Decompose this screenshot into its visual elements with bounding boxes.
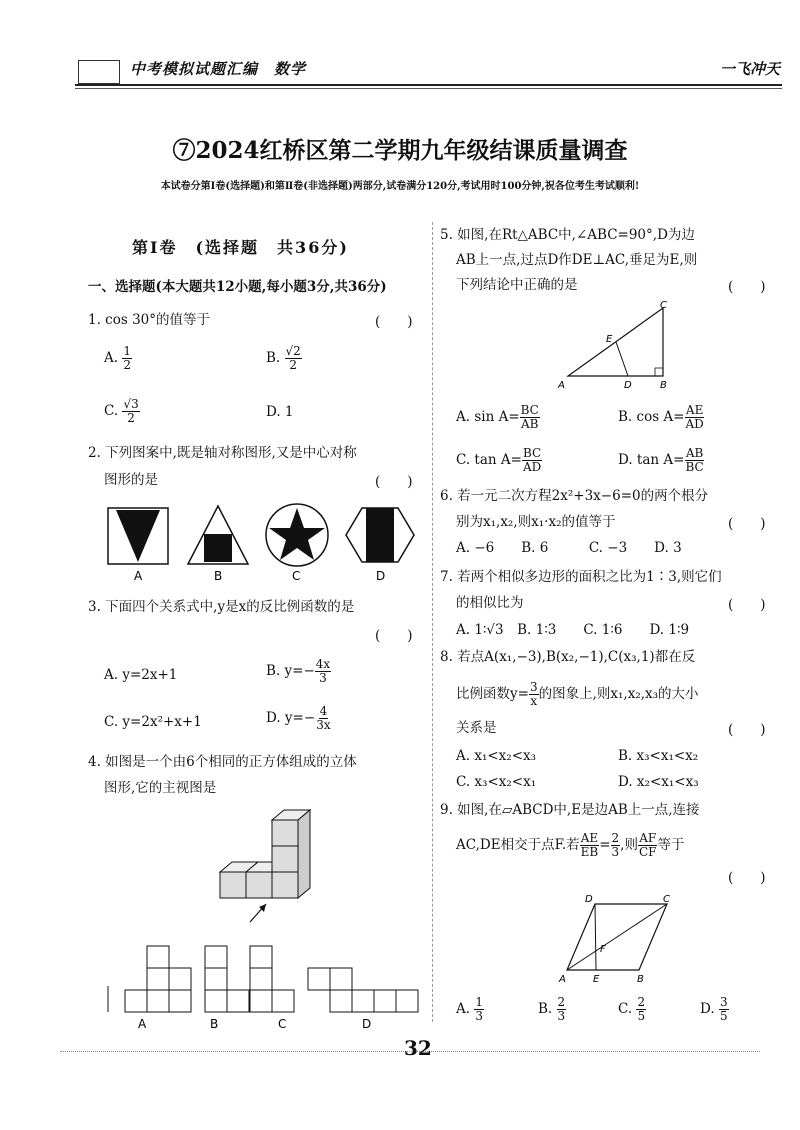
svg-text:D: D bbox=[585, 894, 593, 905]
q8-option-c: C. x₃<x₂<x₁ bbox=[456, 774, 537, 790]
part-heading: 一、选择题(本大题共12小题,每小题3分,共36分) bbox=[88, 279, 387, 295]
q2-figure-c bbox=[266, 504, 328, 566]
q7-options: A. 1∶√3 B. 1∶3 C. 1∶6 D. 1∶9 bbox=[456, 622, 690, 638]
q9-parallelogram-figure bbox=[555, 890, 685, 986]
q5-stem-line1: 5. 如图,在Rt△ABC中,∠ABC=90°,D为边 bbox=[440, 227, 695, 243]
q4-stem-line1: 4. 如图是一个由6个相同的正方体组成的立体 bbox=[88, 754, 357, 770]
q8-option-b: B. x₃<x₁<x₂ bbox=[618, 748, 699, 764]
svg-text:B: B bbox=[660, 380, 667, 390]
q4-cube-solid bbox=[220, 810, 310, 898]
q5-answer-blank: ( ) bbox=[728, 279, 766, 295]
q9-option-c: C. $\frac{2}{5}$ bbox=[618, 995, 646, 1023]
q3-option-a: A. y=2x+1 bbox=[104, 667, 178, 683]
q1-answer-blank: ( ) bbox=[375, 314, 413, 330]
q2-answer-blank: ( ) bbox=[375, 474, 413, 490]
q6-stem-line2: 别为x₁,x₂,则x₁·x₂的值等于 bbox=[456, 514, 616, 530]
q8-option-a: A. x₁<x₂<x₃ bbox=[456, 748, 537, 764]
page-title: ⑦2024红桥区第二学期九年级结课质量调查 bbox=[172, 137, 628, 164]
q7-stem-line2: 的相似比为 bbox=[456, 595, 524, 611]
q8-stem-line2: 比例函数y= $\frac{3}{x}$ 的图象上,则x₁,x₂,x₃的大小 bbox=[456, 680, 699, 708]
q9-stem-line2: AC,DE相交于点F.若 $\frac{AE}{EB}$ = $\frac{2}{3}$ ,则 $\frac{AF}{CF}$ 等于 bbox=[456, 831, 685, 859]
q6-answer-blank: ( ) bbox=[728, 516, 766, 532]
q5-triangle-figure bbox=[550, 298, 690, 390]
q9-option-d: D. $\frac{3}{5}$ bbox=[700, 995, 728, 1023]
q4-label-b: B bbox=[210, 1017, 219, 1031]
q4-label-a: A bbox=[138, 1017, 147, 1031]
q4-options bbox=[108, 946, 418, 1012]
svg-text:E: E bbox=[606, 334, 613, 345]
q7-stem-line1: 7. 若两个相似多边形的面积之比为1∶3,则它们 bbox=[440, 569, 722, 585]
svg-text:F: F bbox=[600, 944, 606, 955]
q2-label-b: B bbox=[214, 569, 223, 583]
q9-option-b: B. $\frac{2}{3}$ bbox=[538, 995, 566, 1023]
q3-answer-blank: ( ) bbox=[375, 628, 413, 644]
q3-option-b: B. y=− $\frac{4x}{3}$ bbox=[266, 657, 331, 685]
q1-option-d: D. 1 bbox=[266, 404, 294, 420]
svg-text:C: C bbox=[660, 300, 667, 311]
q6-stem-line1: 6. 若一元二次方程2x²+3x−6=0的两个根分 bbox=[440, 488, 709, 504]
q2-label-a: A bbox=[134, 569, 143, 583]
q4-label-d: D bbox=[362, 1017, 372, 1031]
q9-answer-blank: ( ) bbox=[728, 870, 766, 886]
page-number: 32 bbox=[404, 1036, 432, 1060]
q1-stem: 1. cos 30°的值等于 bbox=[88, 312, 211, 328]
svg-text:A: A bbox=[559, 974, 566, 985]
svg-text:C: C bbox=[663, 894, 670, 905]
q3-option-c: C. y=2x²+x+1 bbox=[104, 714, 202, 730]
q3-stem: 3. 下面四个关系式中,y是x的反比例函数的是 bbox=[88, 599, 355, 615]
q5-option-c: C. tan A= $\frac{BC}{AD}$ bbox=[456, 446, 542, 474]
publisher-logo bbox=[78, 60, 120, 84]
q1-option-b: B. $\frac{√2}{2}$ bbox=[266, 344, 301, 372]
q1-option-a: A. $\frac{1}{2}$ bbox=[104, 344, 131, 372]
q2-stem-line2: 图形的是 bbox=[104, 472, 158, 488]
q5-option-d: D. tan A= $\frac{AB}{BC}$ bbox=[618, 446, 704, 474]
q8-stem-line1: 8. 若点A(x₁,−3),B(x₂,−1),C(x₃,1)都在反 bbox=[440, 649, 696, 665]
q2-figures bbox=[100, 498, 430, 588]
q1-option-c: C. $\frac{√3}{2}$ bbox=[104, 397, 139, 425]
q5-option-b: B. cos A= $\frac{AE}{AD}$ bbox=[618, 403, 704, 431]
q4-figures bbox=[100, 800, 430, 1032]
q2-stem-line1: 2. 下列图案中,既是轴对称图形,又是中心对称 bbox=[88, 445, 357, 461]
svg-text:E: E bbox=[593, 974, 600, 985]
q2-figure-a bbox=[108, 508, 168, 564]
section-heading: 第Ⅰ卷 (选择题 共36分) bbox=[132, 238, 349, 257]
q5-stem-line3: 下列结论中正确的是 bbox=[456, 277, 578, 293]
column-divider bbox=[432, 222, 433, 1022]
q2-label-c: C bbox=[292, 569, 301, 583]
q2-figure-b bbox=[188, 506, 248, 564]
svg-text:D: D bbox=[624, 380, 632, 390]
q2-label-d: D bbox=[376, 569, 386, 583]
q8-option-d: D. x₂<x₁<x₃ bbox=[618, 774, 699, 790]
header-rule bbox=[75, 84, 782, 89]
svg-text:B: B bbox=[637, 974, 644, 985]
q7-answer-blank: ( ) bbox=[728, 597, 766, 613]
q8-stem-line3: 关系是 bbox=[456, 720, 497, 736]
q8-answer-blank: ( ) bbox=[728, 722, 766, 738]
header-series-title: 中考模拟试题汇编 数学 bbox=[130, 60, 307, 78]
q6-options: A. −6 B. 6 C. −3 D. 3 bbox=[456, 540, 682, 556]
header-brand: 一飞冲天 bbox=[719, 60, 780, 78]
q3-option-d: D. y=− $\frac{4}{3x}$ bbox=[266, 704, 331, 732]
q5-option-a: A. sin A= $\frac{BC}{AB}$ bbox=[456, 403, 539, 431]
q9-stem-line1: 9. 如图,在▱ABCD中,E是边AB上一点,连接 bbox=[440, 802, 700, 818]
q9-option-a: A. $\frac{1}{3}$ bbox=[456, 995, 483, 1023]
q2-figure-d bbox=[346, 508, 414, 562]
svg-text:A: A bbox=[558, 380, 565, 390]
q5-stem-line2: AB上一点,过点D作DE⊥AC,垂足为E,则 bbox=[456, 252, 698, 268]
exam-instructions: 本试卷分第Ⅰ卷(选择题)和第Ⅱ卷(非选择题)两部分,试卷满分120分,考试用时100分钟,祝各位考生考试顺利! bbox=[160, 181, 640, 192]
q4-label-c: C bbox=[278, 1017, 287, 1031]
q4-stem-line2: 图形,它的主视图是 bbox=[104, 780, 217, 796]
